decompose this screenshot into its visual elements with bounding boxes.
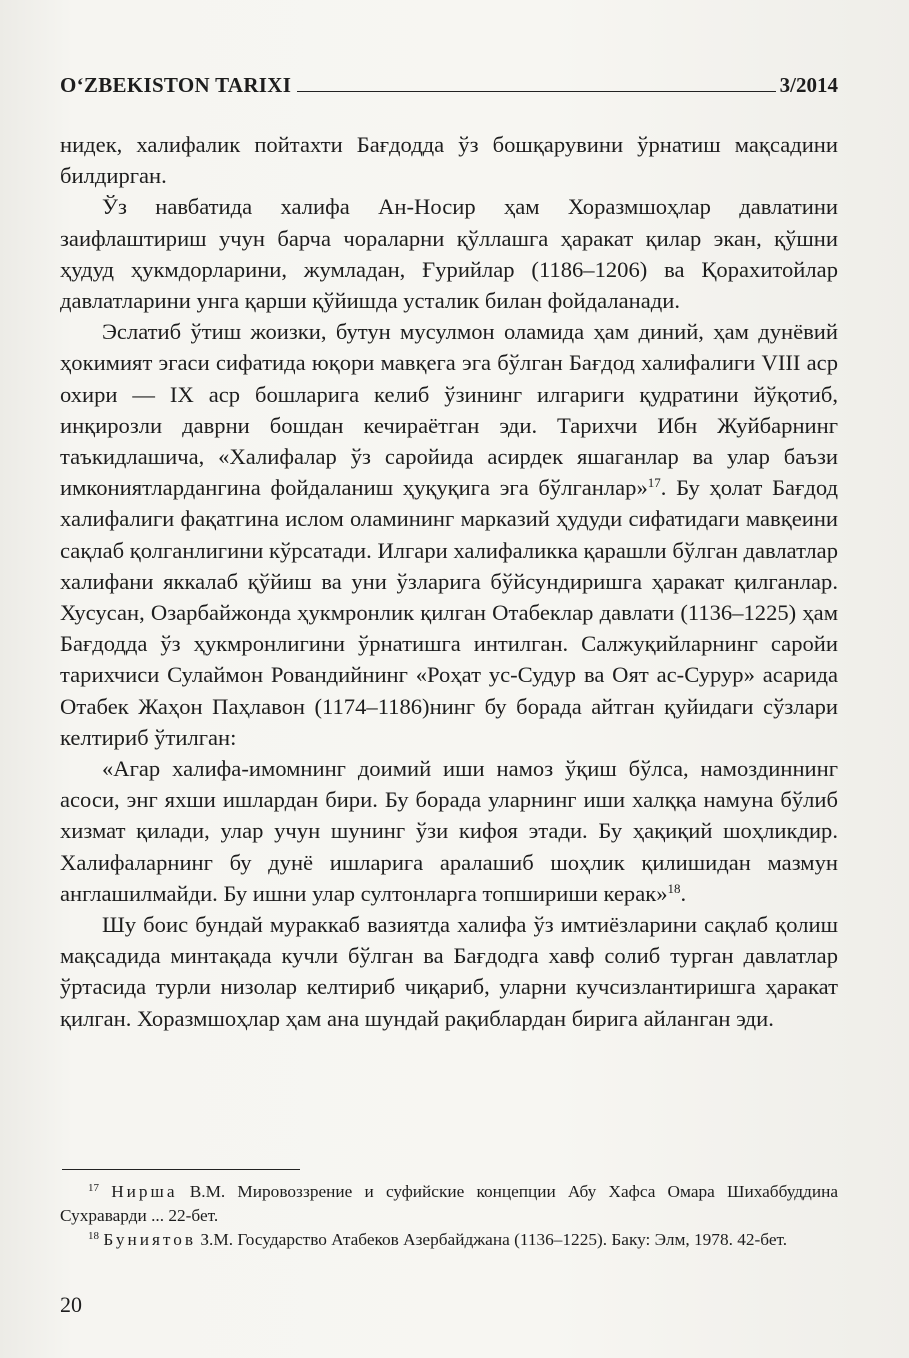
paragraph-quote: «Агар халифа-имомнинг доимий иши намоз ўқиш бўлса, намоздиннинг асоси, энг яхши ишлардан бири. Бу борада уларнинг иши халққа намуна бўлиб хизмат қилади, улар учун шунинг ўзи кифоя этади. Бу ҳақиқий шоҳликдир. Халифаларнинг бу дунё ишларига аралашиб шоҳлик қилишидан мазмун англашилмайди. Бу ишни улар султонларга топшириши керак»$^{18}$. — [60, 756, 838, 906]
paragraph-5: Шу боис бундай мураккаб вазиятда халифа ўз имтиёзларини сақлаб қолиш мақсадида минтақада кучли бўлган ва Бағдодга хавф солиб турган давлатлар ўртасида турли низолар келтириб чиқариб, уларни кучсизлантиришга ҳаракат қилган. Хоразмшоҳлар ҳам ана шундай рақиблардан бирига айланган эди. — [60, 912, 838, 1031]
footnote-ref-17[interactable]: 17 — [647, 475, 661, 491]
footnote-separator — [62, 1169, 300, 1170]
footnote-ref-18[interactable]: 18 — [667, 880, 681, 896]
footnotes — [60, 1180, 838, 1253]
paragraph-1: нидек, халифалик пойтахти Бағдодда ўз бошқарувини ўрнатиш мақсадини билдирган. — [60, 132, 838, 189]
issue-number: 3/2014 — [779, 73, 838, 97]
running-header — [60, 68, 838, 98]
journal-title: O‘ZBEKISTON TARIXI — [60, 73, 292, 97]
footnote-author: Буниятов — [103, 1230, 197, 1249]
footnote-17: $^{17}$ Нирша В.М. Мировоззрение и суфийские концепции Абу Хафса Омара Шихаббуддина Сухраварди ... 22-бет. — [60, 1182, 839, 1225]
paragraph-3: Эслатиб ўтиш жоизки, бутун мусулмон оламида ҳам диний, ҳам дунёвий ҳокимият эгаси сифатида юқори мавқега эга бўлган Бағдод халифалиги VIII аср охири — IX аср бошларига келиб ўзининг илгариги қудратини йўқотиб, инқирозли даврни бошдан кечираётган эди. Тарихчи Ибн Жуйбарнинг таъкидлашича, «Халифалар ўз саройида асирдек яшаганлар ва улар баъзи имкониятлардангина фойдаланиш ҳуқуқига эга бўлганлар»$^{17}$. Бу ҳолат Бағдод халифалиги фақатгина ислом оламининг марказий ҳудуди сифатидаги мавқеини сақлаб қолганлигини кўрсатади. Илгари халифаликка қарашли бўлган давлатлар халифани яккалаб қўйиш ва уни ўзларига бўйсундиришга ҳаракат қилганлар. Хусусан, Озарбайжонда ҳукмронлик қилган Отабеклар давлати (1136–1225) ҳам Бағдодда ўз ҳукмронлигини ўрнатишга интилган. Салжуқийларнинг саройи тарихчиси Сулаймон Ровандийнинг «Роҳат ус-Судур ва Оят ас-Сурур» асарида Отабек Жаҳон Паҳлавон (1174–1186)нинг бу борада айтган қуйидаги сўзлари келтириб ўтилган: — [60, 319, 838, 750]
article-body — [60, 129, 838, 1034]
footnote-author: Нирша — [111, 1182, 178, 1201]
paragraph-2: Ўз навбатида халифа Ан-Носир ҳам Хоразмшоҳлар давлатини заифлаштириш учун барча чораларни қўллашга ҳаракат қилар экан, қўшни ҳудуд ҳукмдорларини, жумладан, Ғурийлар (1186–1206) ва Қорахитойлар давлатларини унга қарши қўйишда усталик билан фойдаланади. — [60, 194, 838, 314]
page-number: 20 — [60, 1292, 82, 1317]
header-rule — [297, 90, 775, 92]
footnote-18: $^{18}$ Буниятов З.М. Государство Атабеков Азербайджана (1136–1225). Баку: Элм, 1978. 42-бет. — [88, 1230, 788, 1249]
